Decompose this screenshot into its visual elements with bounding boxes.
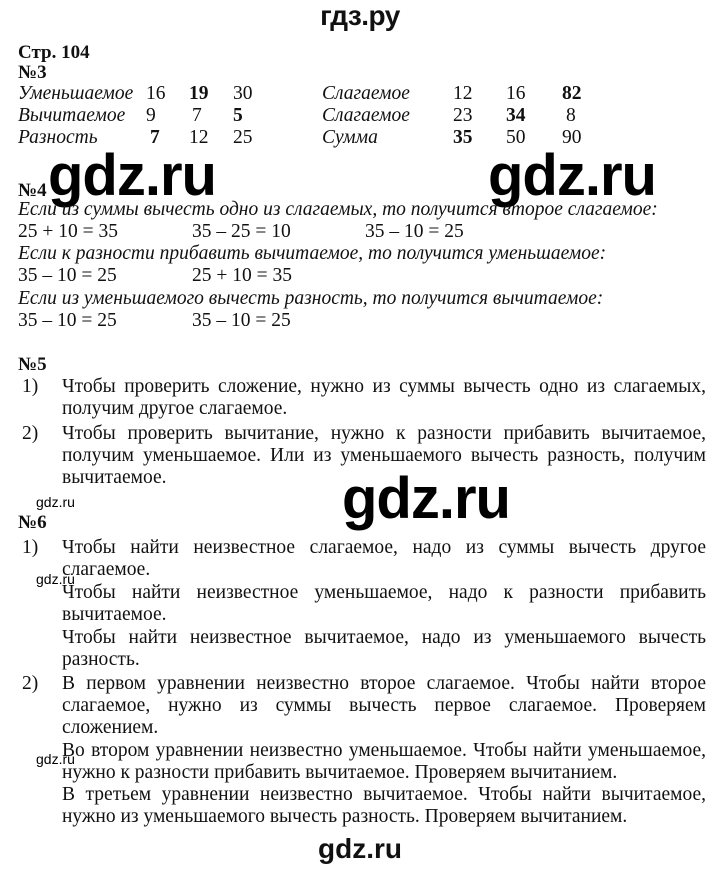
- item-number: 2): [22, 673, 39, 694]
- cell-value: 23: [453, 105, 473, 126]
- cell-value: 12: [453, 83, 473, 104]
- row-label: Разность: [18, 127, 98, 148]
- rule-text: Если из уменьшаемого вычесть разность, то получится вычитаемое:: [18, 288, 604, 309]
- cell-value: 25: [233, 127, 253, 148]
- watermark-small: gdz.ru: [36, 571, 75, 587]
- paragraph-line: вычитаемое.: [62, 604, 167, 625]
- equation: 35 – 10 = 25: [365, 221, 464, 242]
- task-4-label: №4: [18, 180, 47, 201]
- cell-value: 7: [192, 105, 202, 126]
- watermark-right: gdz.ru: [488, 143, 656, 208]
- watermark-small: gdz.ru: [36, 494, 75, 510]
- paragraph-line: слагаемое.: [62, 559, 151, 580]
- cell-value: 9: [146, 105, 156, 126]
- row-label: Слагаемое: [322, 105, 410, 126]
- cell-value: 90: [562, 127, 582, 148]
- cell-value: 30: [233, 83, 253, 104]
- row-label: Уменьшаемое: [18, 83, 134, 104]
- paragraph-line: Во втором уравнении неизвестно уменьшаемое. Чтобы найти уменьшаемое,: [62, 740, 706, 761]
- cell-value-answer: 35: [453, 127, 473, 148]
- page-title: Стр. 104: [18, 42, 90, 63]
- equation: 25 + 10 = 35: [18, 221, 118, 242]
- rule-text: Если к разности прибавить вычитаемое, то получится уменьшаемое:: [18, 243, 607, 264]
- watermark-center: gdz.ru: [342, 466, 510, 531]
- paragraph-line: получим другое слагаемое.: [62, 398, 288, 419]
- cell-value-answer: 34: [506, 105, 526, 126]
- equation: 25 + 10 = 35: [192, 265, 292, 286]
- site-logo-footer: gdz.ru: [318, 833, 402, 864]
- paragraph-line: Чтобы найти неизвестное слагаемое, надо из суммы вычесть другое: [62, 537, 706, 558]
- cell-value: 8: [566, 105, 576, 126]
- cell-value: 16: [506, 83, 526, 104]
- paragraph-line: сложением.: [62, 717, 159, 738]
- cell-value-answer: 5: [233, 105, 243, 126]
- row-label: Слагаемое: [322, 83, 410, 104]
- task-5-label: №5: [18, 354, 47, 375]
- task-3-label: №3: [18, 62, 47, 83]
- paragraph-line: вычитаемое.: [62, 467, 167, 488]
- equation: 35 – 10 = 25: [192, 310, 291, 331]
- task-6-label: №6: [18, 512, 47, 533]
- cell-value: 50: [506, 127, 526, 148]
- paragraph-line: разность.: [62, 649, 140, 670]
- site-logo-header: гдз.ру: [320, 0, 400, 31]
- watermark-left: gdz.ru: [48, 143, 216, 208]
- item-number: 1): [22, 376, 39, 397]
- cell-value-answer: 19: [189, 83, 209, 104]
- paragraph-line: Чтобы проверить вычитание, нужно к разности прибавить вычитаемое,: [62, 423, 706, 444]
- paragraph-line: В третьем уравнении неизвестно вычитаемое. Чтобы найти вычитаемое,: [62, 784, 706, 805]
- cell-value: 16: [146, 83, 166, 104]
- paragraph-line: Чтобы проверить сложение, нужно из суммы вычесть одно из слагаемых,: [62, 376, 706, 397]
- paragraph-line: получим уменьшаемое. Или из уменьшаемого вычесть разность, получим: [62, 445, 706, 466]
- rule-text: Если из суммы вычесть одно из слагаемых, то получится второе слагаемое:: [18, 199, 658, 220]
- paragraph-line: нужно к разности прибавить вычитаемое. Проверяем вычитанием.: [62, 762, 618, 783]
- paragraph-line: В первом уравнении неизвестно второе слагаемое. Чтобы найти второе: [62, 673, 706, 694]
- cell-value-answer: 7: [150, 127, 160, 148]
- row-label: Вычитаемое: [18, 105, 126, 126]
- equation: 35 – 25 = 10: [192, 221, 291, 242]
- paragraph-line: нужно из уменьшаемого вычесть разность. Проверяем вычитанием.: [62, 806, 628, 827]
- paragraph-line: Чтобы найти неизвестное уменьшаемое, надо к разности прибавить: [62, 582, 706, 603]
- paragraph-line: Чтобы найти неизвестное вычитаемое, надо из уменьшаемого вычесть: [62, 627, 706, 648]
- item-number: 1): [22, 537, 39, 558]
- equation: 35 – 10 = 25: [18, 310, 117, 331]
- cell-value: 12: [189, 127, 209, 148]
- paragraph-line: слагаемое, нужно из суммы вычесть первое слагаемое. Проверяем: [62, 695, 706, 716]
- cell-value-answer: 82: [562, 83, 582, 104]
- item-number: 2): [22, 423, 39, 444]
- watermark-small: gdz.ru: [36, 751, 75, 767]
- equation: 35 – 10 = 25: [18, 265, 117, 286]
- row-label: Сумма: [322, 127, 378, 148]
